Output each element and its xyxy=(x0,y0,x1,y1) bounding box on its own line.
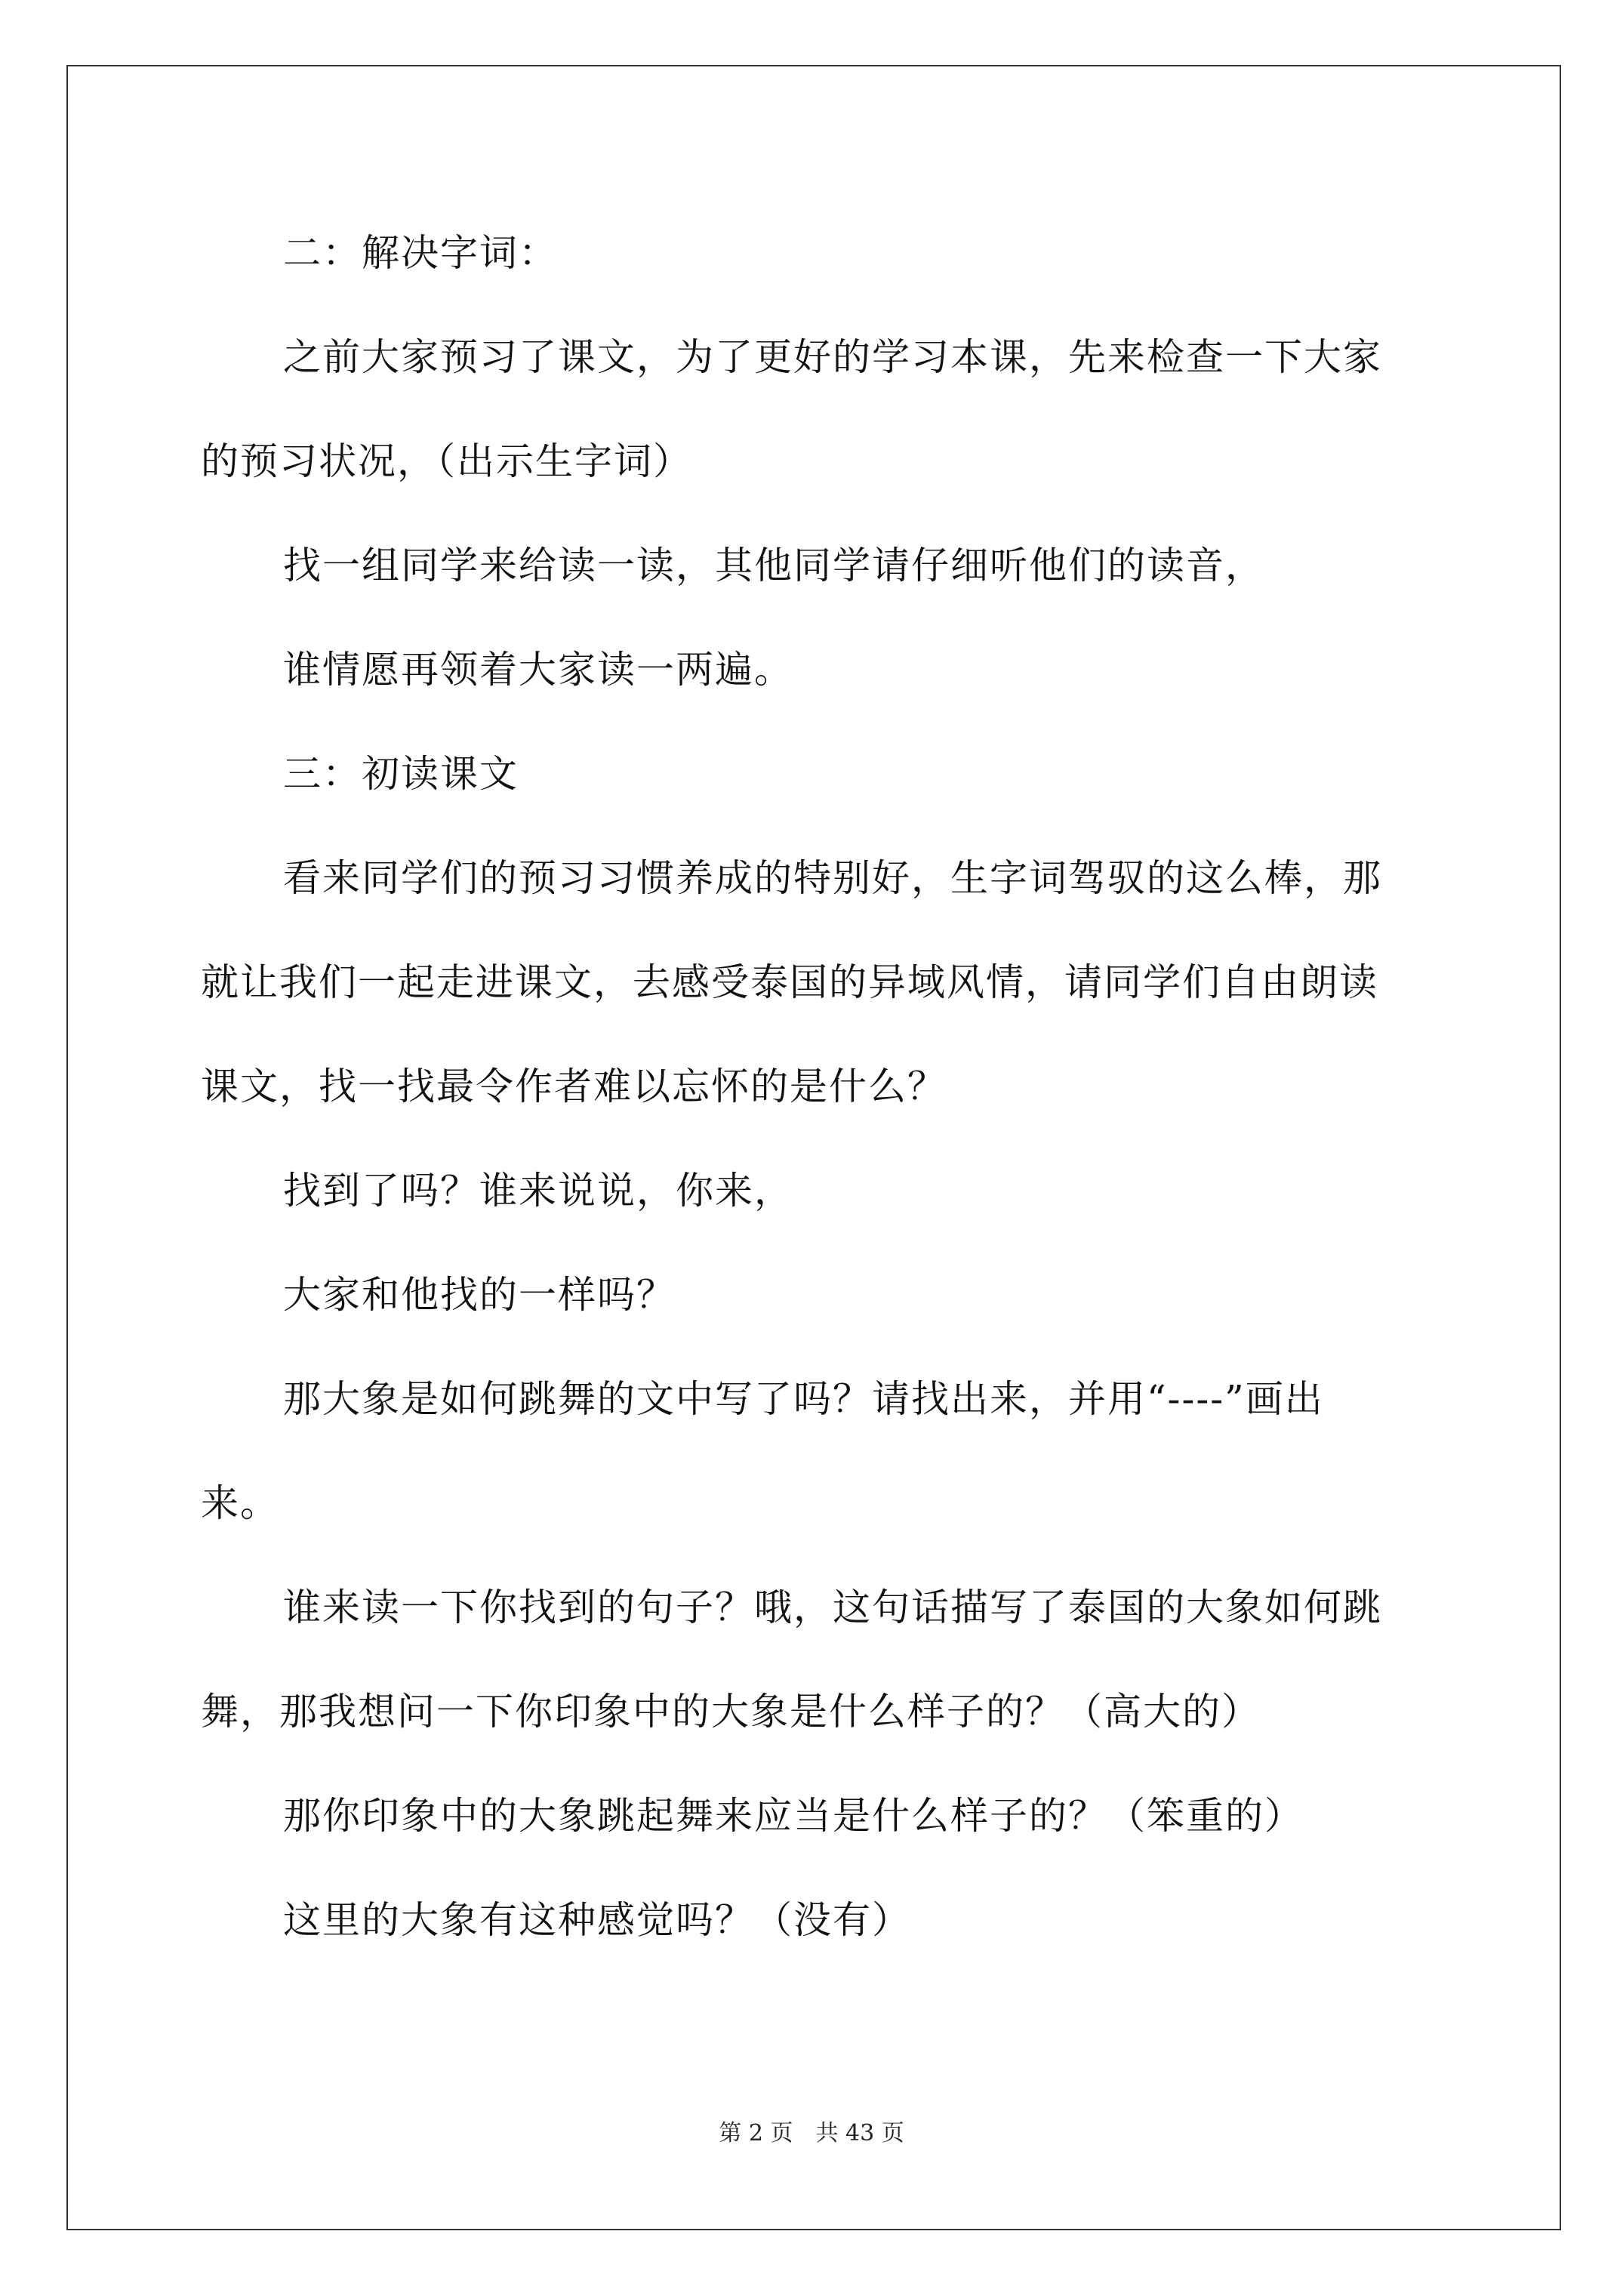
text-line: 的预习状况，（出示生字词） xyxy=(201,439,692,483)
text-line: 那大象是如何跳舞的文中写了吗？请找出来，并用“----”画出 xyxy=(283,1377,1324,1421)
text-line: 二：解决字词： xyxy=(283,231,558,275)
text-line: 舞，那我想问一下你印象中的大象是什么样子的？（高大的） xyxy=(201,1690,1261,1734)
text-line: 那你印象中的大象跳起舞来应当是什么样子的？（笨重的） xyxy=(283,1794,1304,1838)
text-line: 找一组同学来给读一读，其他同学请仔细听他们的读音， xyxy=(283,544,1264,587)
text-line: 课文，找一找最令作者难以忘怀的是什么？ xyxy=(201,1065,947,1108)
text-line: 就让我们一起走进课文，去感受泰国的异域风情，请同学们自由朗读 xyxy=(201,960,1378,1004)
text-line: 谁情愿再领着大家读一两遍。 xyxy=(283,648,793,692)
text-line: 看来同学们的预习习惯养成的特别好，生字词驾驭的这么棒，那 xyxy=(283,856,1382,900)
text-line: 之前大家预习了课文，为了更好的学习本课，先来检查一下大家 xyxy=(283,335,1382,379)
text-line: 大家和他找的一样吗？ xyxy=(283,1273,676,1317)
text-line: 谁来读一下你找到的句子？哦，这句话描写了泰国的大象如何跳 xyxy=(283,1586,1382,1629)
page-number: 第 2 页 共 43 页 xyxy=(719,2120,904,2147)
text-line: 找到了吗？谁来说说，你来， xyxy=(283,1169,793,1213)
text-line: 这里的大象有这种感觉吗？（没有） xyxy=(283,1898,911,1942)
text-line: 来。 xyxy=(201,1481,279,1525)
text-line: 三：初读课文 xyxy=(283,752,519,796)
